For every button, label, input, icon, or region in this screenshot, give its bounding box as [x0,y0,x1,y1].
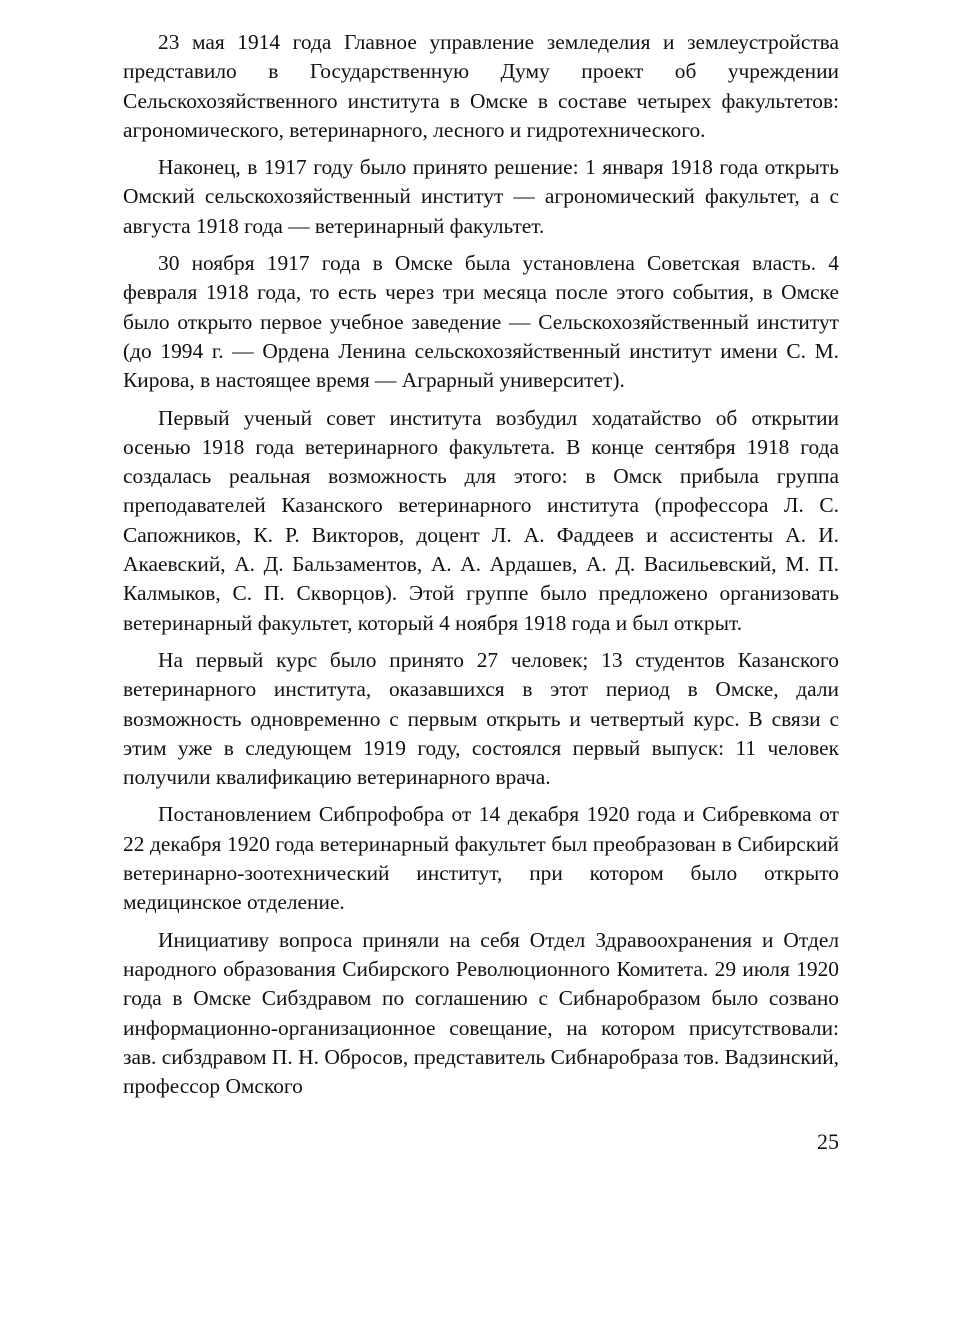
paragraph: Первый ученый совет института возбудил ходатайство об открытии осенью 1918 года ветеринарного факультета. В конце сентября 1918 года создалась реальная возможность для этого: в Омск прибыла группа преподавателей Казанского ветеринарного института (профессора Л. С. Сапожников, К. Р. Викторов, доцент Л. А. Фаддеев и ассистенты А. И. Акаевский, А. Д. Бальзаментов, А. А. Ардашев, А. Д. Васильевский, М. П. Калмыков, С. П. Скворцов). Этой группе было предложено организовать ветеринарный факультет, который 4 ноября 1918 года и был открыт. [123,405,839,635]
paragraph: На первый курс было принято 27 человек; 13 студентов Казанского ветеринарного института, оказавшихся в этот период в Омске, дали возможность одновременно с первым открыть и четвертый курс. В связи с этим уже в следующем 1919 году, состоялся первый выпуск: 11 человек получили квалификацию ветеринарного врача. [123,647,839,790]
paragraph: 23 мая 1914 года Главное управление земледелия и землеустройства представило в Государственную Думу проект об учреждении Сельскохозяйственного института в Омске в составе четырех факультетов: агрономического, ветеринарного, лесного и гидротехнического. [123,30,839,142]
paragraph: Инициативу вопроса приняли на себя Отдел Здравоохранения и Отдел народного образования Сибирского Революционного Комитета. 29 июля 1920 года в Омске Сибздравом по соглашению с Сибнаробразом было созвано информационно-организационное совещание, на котором присутствовали: зав. сибздравом П. Н. Обросов, представитель Сибнаробраза тов. Вадзинский, профессор Омского [123,927,839,1099]
paragraph: Постановлением Сибпрофобра от 14 декабря 1920 года и Сибревкома от 22 декабря 1920 года ветеринарный факультет был преобразован в Сибирский ветеринарно-зоотехнический институт, при котором было открыто медицинское отделение. [123,802,839,915]
paragraph: Наконец, в 1917 году было принято решение: 1 января 1918 года открыть Омский сельскохозяйственный институт — агрономический факультет, а с августа 1918 года — ветеринарный факультет. [123,155,839,238]
page-number: 25 [817,1129,839,1154]
page-body [123,28,839,1109]
paragraph: 30 ноября 1917 года в Омске была установлена Советская власть. 4 февраля 1918 года, то есть через три месяца после этого события, в Омске было открыто первое учебное заведение — Сельскохозяйственный институт (до 1994 г. — Ордена Ленина сельскохозяйственный институт имени С. М. Кирова, в настоящее время — Аграрный университет). [123,251,839,393]
